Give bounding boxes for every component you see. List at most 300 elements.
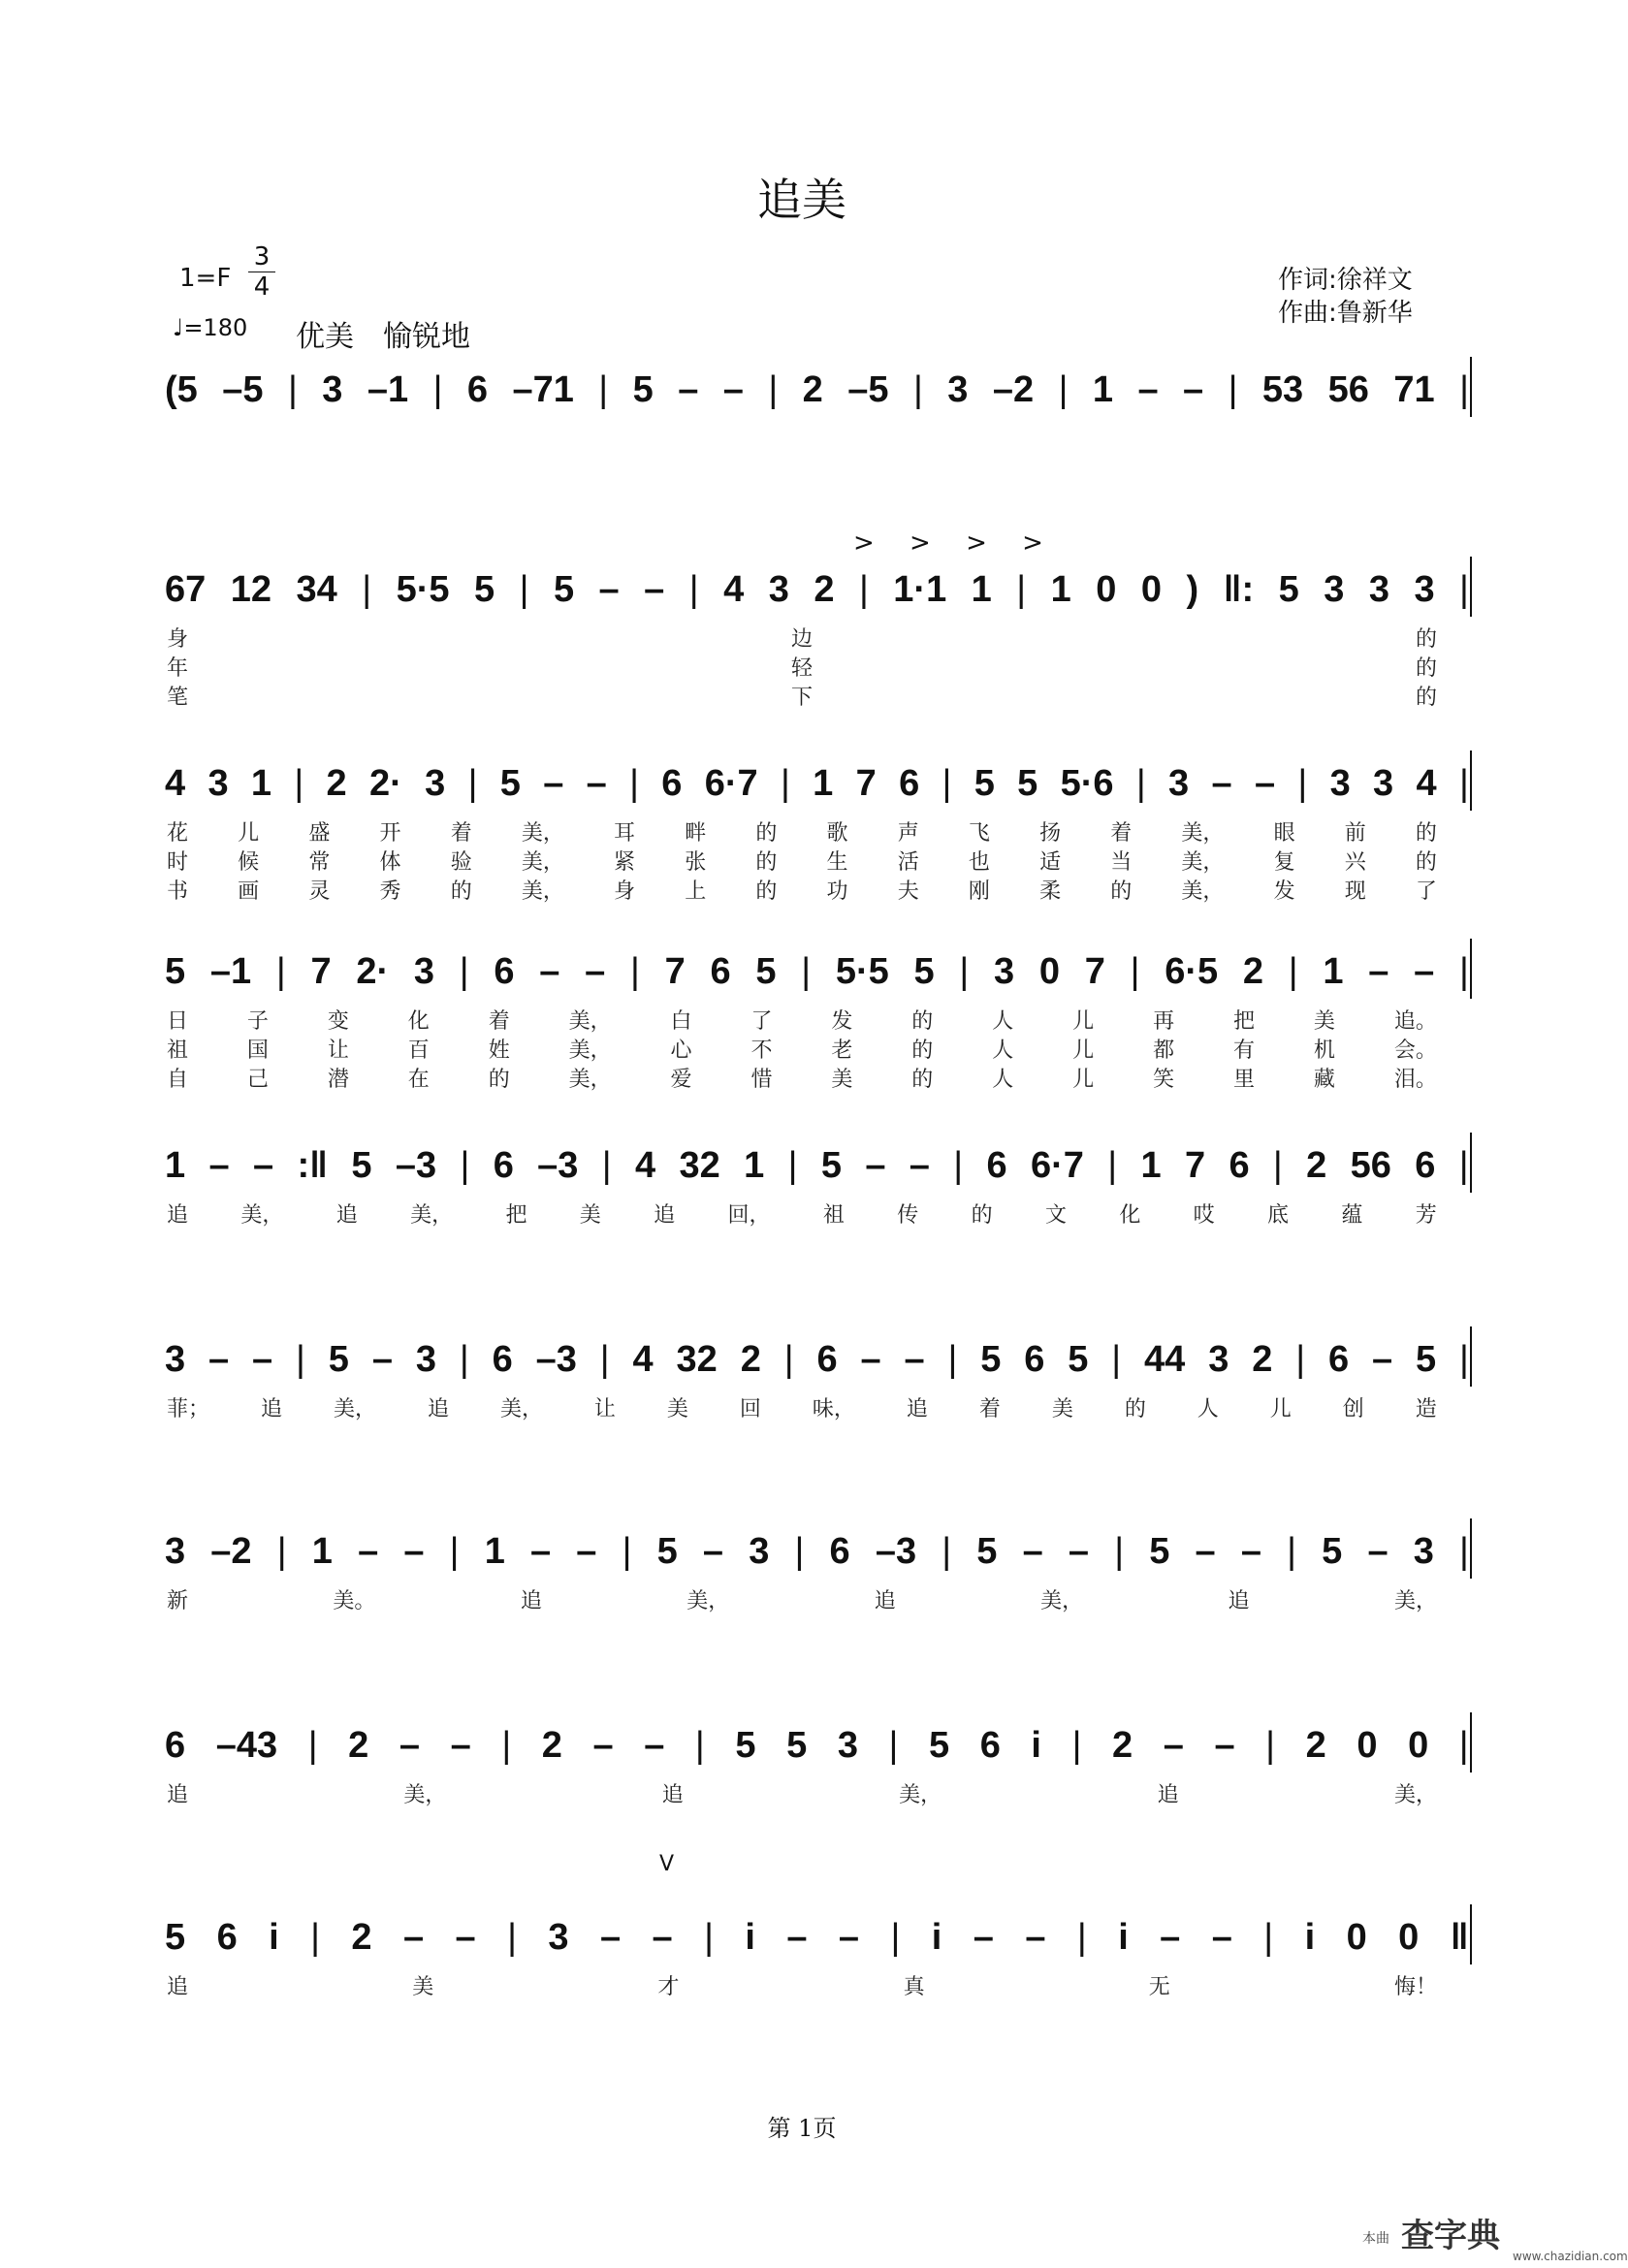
note-token: –3 <box>395 1144 437 1186</box>
note-token: | <box>694 1724 705 1766</box>
lyric-token: 人 <box>992 1038 1014 1063</box>
lyric-token: 美， <box>499 1397 543 1421</box>
lyric-line <box>167 875 1437 905</box>
note-token: i <box>1304 1916 1316 1958</box>
note-token: 6 <box>1327 1338 1350 1380</box>
lyric-token: 己 <box>246 1068 269 1092</box>
score-row <box>0 942 1604 1092</box>
note-token: | <box>704 1916 714 1958</box>
lyric-token: 功 <box>826 879 848 904</box>
note-token: | <box>622 1530 632 1572</box>
lyric-token: 了 <box>750 1009 773 1034</box>
note-token: – <box>208 1338 230 1380</box>
lyric-token: 人 <box>1197 1397 1219 1421</box>
note-token: 2 <box>1242 950 1264 992</box>
note-token: – <box>652 1916 673 1958</box>
expression-marking: 优美 愉锐地 <box>296 320 470 354</box>
note-token: 2 <box>541 1724 562 1766</box>
lyric-token: 潜 <box>327 1068 349 1092</box>
note-token: 6 <box>1229 1144 1250 1186</box>
notation-line <box>165 1908 1469 1966</box>
note-token: | <box>1265 1724 1276 1766</box>
lyric-token: 追 <box>661 1783 684 1807</box>
note-token: | <box>959 950 970 992</box>
note-token: –43 <box>215 1724 278 1766</box>
lyric-token: 下 <box>790 686 813 710</box>
lyric-token: 灵 <box>308 879 331 904</box>
lyric-token: 书 <box>167 879 189 904</box>
note-token: | <box>310 1916 320 1958</box>
lyric-token: 体 <box>379 850 401 875</box>
lyric-token: 儿 <box>1072 1009 1095 1034</box>
lyric-token: 身 <box>167 627 189 652</box>
note-token: – <box>252 1144 274 1186</box>
note-token: 6 <box>216 1916 238 1958</box>
lyric-token: 祖 <box>822 1203 845 1228</box>
lyric-line <box>167 846 1437 876</box>
barline <box>1470 1326 1472 1387</box>
note-token: 5 <box>1149 1530 1170 1572</box>
note-token: 5·6 <box>1060 762 1114 804</box>
note-token: 56 <box>1350 1144 1391 1186</box>
note-token: – <box>1195 1530 1216 1572</box>
note-token: – <box>1367 1530 1389 1572</box>
note-token: 53 <box>1261 368 1304 410</box>
lyric-token: 美， <box>1393 1589 1437 1613</box>
note-token: | <box>599 1338 610 1380</box>
note-token: – <box>402 1916 425 1958</box>
lyric-token: 笔 <box>167 686 189 710</box>
lyric-token: 的 <box>450 879 472 904</box>
note-token: – <box>973 1916 994 1958</box>
note-token: 5 <box>735 1724 756 1766</box>
note-token: 3 <box>415 1338 436 1380</box>
lyric-token: 悔！ <box>1393 1975 1437 1999</box>
note-token: – <box>904 1338 925 1380</box>
lyric-token: 着 <box>1110 821 1133 846</box>
note-token: –5 <box>222 368 264 410</box>
lyric-token: 时 <box>167 850 189 875</box>
note-token: 5 <box>786 1724 808 1766</box>
note-token: 5 <box>499 762 521 804</box>
note-token: 3 <box>165 1530 186 1572</box>
score-row <box>0 1716 1604 1862</box>
note-token: | <box>1076 1916 1087 1958</box>
score-row <box>0 1330 1604 1476</box>
note-token: 1 <box>1092 368 1114 410</box>
lyric-token: 追 <box>427 1397 449 1421</box>
note-token: 1 <box>1050 568 1071 610</box>
lyric-token: 才 <box>657 1975 680 1999</box>
note-token: | <box>1459 1338 1469 1380</box>
note-token: 1 <box>311 1530 333 1572</box>
lyric-token: 老 <box>831 1038 853 1063</box>
note-token: | <box>287 368 298 410</box>
lyricist: 作词:徐祥文 <box>1278 266 1413 295</box>
score-row <box>0 754 1604 904</box>
note-token: 3 <box>425 762 446 804</box>
lyric-line <box>167 1063 1437 1093</box>
lyric-token: 美， <box>1040 1589 1084 1613</box>
lyric-token: 味， <box>812 1397 855 1421</box>
note-token: 5 <box>1017 762 1038 804</box>
note-token: 3 <box>749 1530 770 1572</box>
logo-side-text: 本曲 <box>1362 2231 1389 2247</box>
note-token: i <box>745 1916 755 1958</box>
lyric-token: 眼 <box>1273 821 1295 846</box>
note-token: | <box>783 1338 794 1380</box>
lyric-line <box>167 1970 1437 2000</box>
lyric-token: 的 <box>488 1068 510 1092</box>
note-token: | <box>1058 368 1069 410</box>
lyric-token: 上 <box>685 879 707 904</box>
note-token: – <box>1368 950 1389 992</box>
note-token: | <box>432 368 443 410</box>
note-token: 3 <box>1208 1338 1229 1380</box>
note-token: 0 <box>1346 1916 1367 1958</box>
note-token: – <box>1160 1916 1181 1958</box>
tempo-marking: ♩=180 <box>173 314 248 341</box>
note-token: 3 <box>548 1916 569 1958</box>
lyric-token: 适 <box>1039 850 1062 875</box>
note-token: 2 <box>351 1916 372 1958</box>
note-token: 0 <box>1096 568 1117 610</box>
note-token: – <box>644 1724 665 1766</box>
note-token: – <box>865 1144 886 1186</box>
notation-line <box>165 1136 1469 1195</box>
note-token: 6 <box>710 950 731 992</box>
lyric-token: 美， <box>410 1203 454 1228</box>
lyric-token: 的 <box>911 1068 934 1092</box>
note-token: 5 <box>1416 1338 1437 1380</box>
notation-line <box>165 361 1469 419</box>
lyric-token: 子 <box>246 1009 269 1034</box>
note-token: 5 <box>1322 1530 1343 1572</box>
note-token: | <box>601 1144 612 1186</box>
note-token: – <box>1372 1338 1393 1380</box>
note-token: | <box>1071 1724 1082 1766</box>
note-token: – <box>1254 762 1276 804</box>
lyric-token: 无 <box>1148 1975 1170 1999</box>
note-token: | <box>501 1724 512 1766</box>
lyric-token: 美 <box>831 1068 853 1092</box>
note-token: 1 <box>813 762 834 804</box>
lyric-token: 声 <box>897 821 919 846</box>
note-token: 5 <box>656 1530 678 1572</box>
note-token: 6 <box>165 1724 186 1766</box>
note-token: 2· <box>369 762 402 804</box>
lyric-token: 人 <box>992 1009 1014 1034</box>
barline <box>1470 1518 1472 1579</box>
note-token: 1 <box>250 762 272 804</box>
note-token: 0 <box>1038 950 1061 992</box>
lyric-token: 新 <box>167 1589 189 1613</box>
note-token: 2 <box>740 1338 761 1380</box>
lyric-token: 的 <box>1415 850 1437 875</box>
lyric-line <box>167 1584 1437 1614</box>
note-token: | <box>947 1338 958 1380</box>
note-token: | <box>801 950 812 992</box>
note-token: 7 <box>1084 950 1105 992</box>
lyric-token: 美， <box>899 1783 942 1807</box>
note-token: 5 <box>980 1338 1002 1380</box>
note-token: 12 <box>230 568 272 610</box>
lyric-token: 的 <box>1415 656 1437 681</box>
note-token: – <box>539 950 560 992</box>
note-token: – <box>399 1724 421 1766</box>
note-token: 5 <box>755 950 777 992</box>
composer: 作曲:鲁新华 <box>1278 299 1413 328</box>
note-token: | <box>1016 568 1027 610</box>
lyric-token: 儿 <box>238 821 260 846</box>
note-token: – <box>838 1916 860 1958</box>
note-token: 5 <box>820 1144 842 1186</box>
lyric-token: 国 <box>246 1038 269 1063</box>
lyric-token: 美 <box>666 1397 688 1421</box>
lyric-token: 的 <box>1415 686 1437 710</box>
breath-mark: V <box>659 1852 675 1876</box>
barline <box>1470 1904 1472 1965</box>
note-token: 6 <box>492 1338 513 1380</box>
lyric-token: 的 <box>755 879 778 904</box>
note-token: – <box>1068 1530 1090 1572</box>
lyric-token: 复 <box>1273 850 1295 875</box>
note-token: | <box>598 368 609 410</box>
note-token: 2 <box>814 568 835 610</box>
lyric-token: 儿 <box>1072 1068 1095 1092</box>
lyric-token: 美。 <box>333 1589 376 1613</box>
lyric-token: 儿 <box>1072 1038 1095 1063</box>
note-token: | <box>1135 762 1146 804</box>
note-token: 7 <box>310 950 332 992</box>
barline <box>1470 557 1472 617</box>
note-token: | <box>276 1530 287 1572</box>
note-token: 3 <box>768 568 789 610</box>
note-token: 5 <box>976 1530 998 1572</box>
note-token: 1 <box>484 1530 505 1572</box>
note-token: 3 <box>322 368 343 410</box>
lyric-token: 年 <box>167 656 189 681</box>
notation-line <box>165 1716 1469 1774</box>
note-token: 6 <box>899 762 920 804</box>
lyric-token: 的 <box>755 821 778 846</box>
note-token: | <box>519 568 529 610</box>
lyric-token: 真 <box>903 1975 925 1999</box>
note-token: 67 <box>165 568 207 610</box>
lyric-token: 爱 <box>670 1068 692 1092</box>
note-token: 3 <box>1413 1530 1434 1572</box>
lyric-line <box>167 623 1437 653</box>
lyric-token: 美， <box>521 850 564 875</box>
note-token: ‖ <box>1450 1916 1469 1958</box>
note-token: 32 <box>676 1338 718 1380</box>
note-token: 3 <box>1168 762 1190 804</box>
lyric-token: 美， <box>521 879 564 904</box>
lyric-line <box>167 1005 1437 1035</box>
note-token: | <box>296 1338 305 1380</box>
lyric-token: 姓 <box>488 1038 510 1063</box>
note-token: | <box>1458 1724 1469 1766</box>
note-token: – <box>371 1338 393 1380</box>
barline <box>1470 1133 1472 1193</box>
note-token: 6 <box>1415 1144 1436 1186</box>
lyric-token: 让 <box>593 1397 616 1421</box>
lyric-token: 美， <box>240 1203 284 1228</box>
notation-line <box>165 942 1469 1001</box>
note-token: –3 <box>875 1530 917 1572</box>
note-token: i <box>1118 1916 1129 1958</box>
note-token: 3 <box>1373 762 1394 804</box>
note-token: 6 <box>661 762 683 804</box>
lyric-token: 追 <box>1228 1589 1250 1613</box>
score-row <box>0 361 1604 506</box>
note-token: 5·5 <box>835 950 889 992</box>
lyric-token: 美， <box>521 821 564 846</box>
note-token: | <box>768 368 779 410</box>
note-token: | <box>1295 1338 1306 1380</box>
lyric-token: 画 <box>238 879 260 904</box>
note-token: 0 <box>1357 1724 1378 1766</box>
note-token: – <box>208 1144 230 1186</box>
lyric-token: 造 <box>1415 1397 1437 1421</box>
note-token: 5 <box>928 1724 950 1766</box>
note-token: –2 <box>992 368 1035 410</box>
lyric-token: 生 <box>826 850 848 875</box>
lyric-token: 轻 <box>790 656 813 681</box>
note-token: 5 <box>553 568 575 610</box>
note-token: 56 <box>1327 368 1369 410</box>
note-token: 7 <box>1184 1144 1206 1186</box>
barline <box>1470 1712 1472 1773</box>
lyric-token: 美 <box>1051 1397 1073 1421</box>
note-token: 6 <box>466 368 489 410</box>
lyric-token: 也 <box>968 850 990 875</box>
notation-line <box>165 754 1469 813</box>
note-token: | <box>307 1724 318 1766</box>
note-token: 6 <box>816 1338 838 1380</box>
note-token: 4 <box>723 568 745 610</box>
note-token: 4 <box>165 762 186 804</box>
note-token: 5 <box>328 1338 349 1380</box>
page-title: 追美 <box>757 174 846 226</box>
lyric-token: 现 <box>1344 879 1366 904</box>
note-token: 0 <box>1408 1724 1429 1766</box>
lyric-token: 飞 <box>968 821 990 846</box>
note-token: :‖ <box>297 1144 329 1186</box>
note-token: 2 <box>1305 1724 1326 1766</box>
note-token: 6·7 <box>1030 1144 1084 1186</box>
note-token: 2 <box>348 1724 369 1766</box>
note-token: 3 <box>994 950 1015 992</box>
note-token: 3 <box>165 1338 186 1380</box>
note-token: – <box>1025 1916 1046 1958</box>
note-token: | <box>1228 368 1238 410</box>
lyric-token: 笑 <box>1153 1068 1175 1092</box>
lyric-token: 追 <box>167 1783 189 1807</box>
note-token: 2· <box>356 950 390 992</box>
note-token: – <box>1022 1530 1043 1572</box>
barline <box>1470 357 1472 417</box>
note-token: | <box>1263 1916 1274 1958</box>
note-token: 4 <box>1416 762 1437 804</box>
note-token: | <box>294 762 304 804</box>
note-token: 3 <box>1329 762 1351 804</box>
lyric-token: 里 <box>1232 1068 1255 1092</box>
note-token: 7 <box>855 762 877 804</box>
lyric-token: 会。 <box>1393 1038 1437 1063</box>
accent-marks: > > > > <box>853 528 1057 558</box>
lyric-token: 当 <box>1110 850 1133 875</box>
note-token: 5 <box>1278 568 1299 610</box>
note-token: – <box>455 1916 476 1958</box>
notation-line <box>165 1522 1469 1581</box>
note-token: ) <box>1186 568 1199 610</box>
note-token: 3 <box>837 1724 858 1766</box>
lyric-token: 兴 <box>1344 850 1366 875</box>
note-token: | <box>507 1916 517 1958</box>
lyric-token: 祖 <box>167 1038 189 1063</box>
lyric-token: 儿 <box>1269 1397 1292 1421</box>
note-token: 6 <box>979 1724 1001 1766</box>
lyric-token: 美， <box>1181 879 1225 904</box>
note-token: | <box>1114 1530 1125 1572</box>
note-token: – <box>599 1916 622 1958</box>
lyric-token: 人 <box>992 1068 1014 1092</box>
note-token: | <box>942 762 952 804</box>
note-token: 0 <box>1140 568 1162 610</box>
note-token: – <box>450 1724 471 1766</box>
lyric-token: 发 <box>831 1009 853 1034</box>
note-token: 71 <box>1393 368 1435 410</box>
note-token: | <box>1130 950 1140 992</box>
lyric-token: 着 <box>978 1397 1001 1421</box>
note-token: | <box>467 762 478 804</box>
barline <box>1470 751 1472 811</box>
lyric-line <box>167 816 1437 847</box>
score-row <box>0 1522 1604 1668</box>
note-token: 1 <box>1140 1144 1162 1186</box>
lyric-token: 心 <box>670 1038 692 1063</box>
note-token: 5 <box>1068 1338 1089 1380</box>
note-token: 6·5 <box>1165 950 1219 992</box>
note-token: ‖: <box>1223 568 1255 610</box>
note-token: – <box>576 1530 597 1572</box>
note-token: – <box>702 1530 724 1572</box>
note-token: – <box>358 1530 379 1572</box>
note-token: 3 <box>413 950 435 992</box>
lyric-token: 了 <box>1415 879 1437 904</box>
lyric-token: 传 <box>897 1203 919 1228</box>
note-token: | <box>1111 1338 1122 1380</box>
note-token: | <box>794 1530 805 1572</box>
note-token: –3 <box>537 1144 579 1186</box>
score-row <box>0 560 1604 710</box>
note-token: 1 <box>971 568 992 610</box>
meter-top: 3 <box>253 242 271 272</box>
note-token: 6 <box>493 1144 514 1186</box>
note-token: 5 <box>974 762 995 804</box>
note-token: 2 <box>802 368 823 410</box>
lyric-token: 追 <box>167 1975 189 1999</box>
note-token: i <box>931 1916 942 1958</box>
note-token: 3 <box>947 368 969 410</box>
lyric-token: 哎 <box>1193 1203 1215 1228</box>
note-token: – <box>585 950 606 992</box>
note-token: 1 <box>1323 950 1344 992</box>
lyric-token: 底 <box>1267 1203 1290 1228</box>
lyric-token: 让 <box>327 1038 349 1063</box>
note-token: | <box>780 762 790 804</box>
